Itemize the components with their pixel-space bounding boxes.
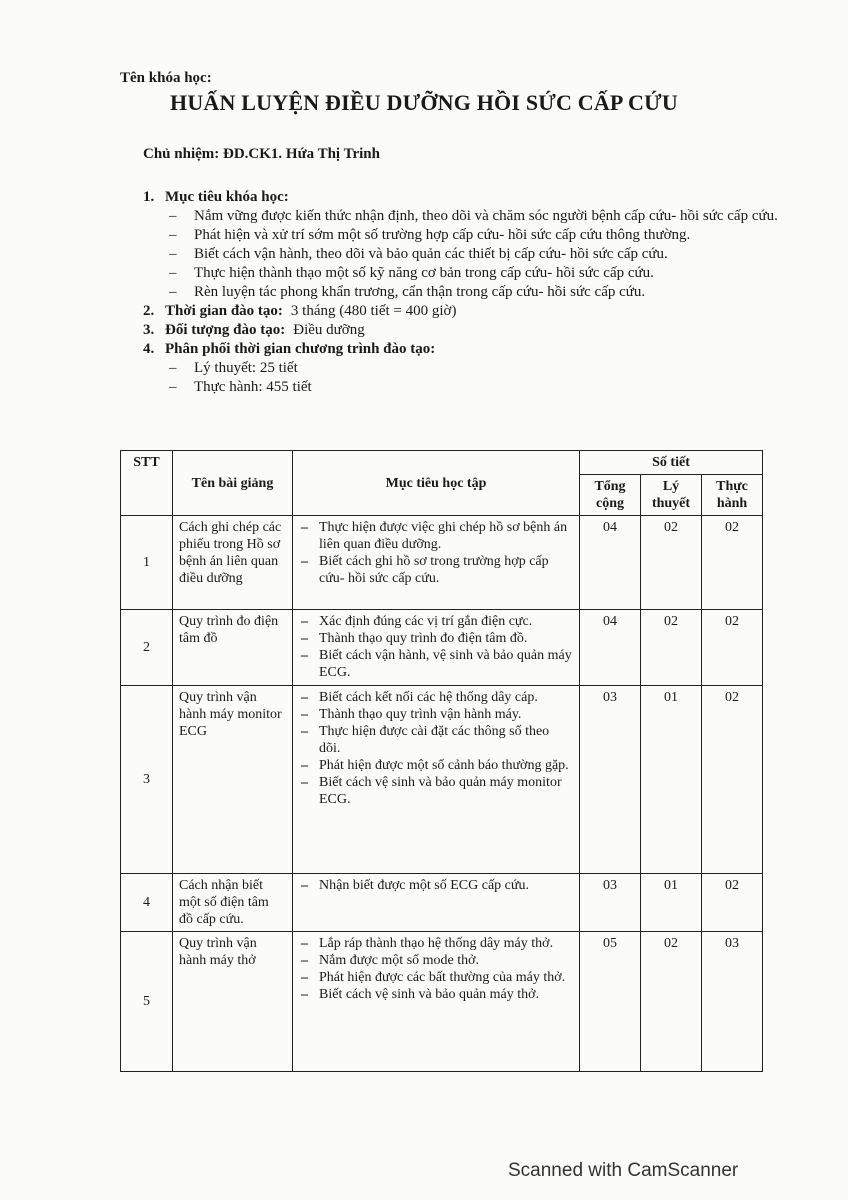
section-number: 2. (143, 303, 155, 319)
list-item: – Thực hành: 455 tiết (169, 378, 803, 397)
row-theory: 01 (641, 874, 702, 932)
section-heading: Mục tiêu khóa học: (165, 189, 289, 205)
list-item: – Nắm vững được kiến thức nhận định, theo dõi và chăm sóc người bệnh cấp cứu- hồi sức cấp cứu. (169, 207, 803, 226)
row-objectives (293, 932, 580, 1072)
section-value: 3 tháng (480 tiết = 400 giờ) (290, 303, 457, 319)
course-director: Chủ nhiệm: ĐD.CK1. Hứa Thị Trinh (143, 146, 380, 162)
row-total: 05 (580, 932, 641, 1072)
row-stt: 2 (121, 610, 173, 686)
header-objectives: Mục tiêu học tập (293, 451, 580, 516)
table-row (121, 686, 763, 874)
section-time-distribution (143, 340, 803, 397)
row-total: 04 (580, 610, 641, 686)
header-total: Tổng cộng (580, 475, 641, 516)
time-distribution-list (165, 359, 803, 397)
row-objectives (293, 610, 580, 686)
objective-item: – Nhận biết được một số ECG cấp cứu. (299, 877, 573, 894)
list-item: – Lý thuyết: 25 tiết (169, 359, 803, 378)
row-theory: 02 (641, 932, 702, 1072)
curriculum-table (120, 450, 763, 1072)
row-practice: 02 (702, 610, 763, 686)
header-periods: Số tiết (580, 451, 763, 475)
objective-item: – Thực hiện được việc ghi chép hồ sơ bệnh án liên quan điều dưỡng. (299, 519, 573, 553)
table-header-row (121, 451, 763, 475)
list-item: – Phát hiện và xử trí sớm một số trường hợp cấp cứu- hồi sức cấp cứu thông thường. (169, 226, 803, 245)
objective-item: – Biết cách ghi hồ sơ trong trường hợp cấp cứu- hồi sức cấp cứu. (299, 553, 573, 587)
row-practice: 02 (702, 516, 763, 610)
row-total: 03 (580, 874, 641, 932)
row-objectives (293, 686, 580, 874)
row-lesson: Quy trình đo điện tâm đồ (173, 610, 293, 686)
section-heading: Phân phối thời gian chương trình đào tạo: (165, 341, 436, 357)
row-lesson: Cách ghi chép các phiếu trong Hồ sơ bệnh án liên quan điều dưỡng (173, 516, 293, 610)
row-lesson: Quy trình vận hành máy monitor ECG (173, 686, 293, 874)
objective-item: – Thực hiện được cài đặt các thông số theo dõi. (299, 723, 573, 757)
row-lesson: Quy trình vận hành máy thở (173, 932, 293, 1072)
objective-item: – Biết cách vận hành, vệ sinh và bảo quản máy ECG. (299, 647, 573, 681)
row-objectives (293, 874, 580, 932)
section-number: 1. (143, 189, 155, 205)
section-heading: Đối tượng đào tạo: (165, 322, 286, 338)
row-stt: 3 (121, 686, 173, 874)
course-sections (143, 188, 803, 397)
header-stt: STT (121, 451, 173, 516)
table-row (121, 610, 763, 686)
section-number: 4. (143, 341, 155, 357)
header-theory: Lý thuyết (641, 475, 702, 516)
objective-item: – Phát hiện được một số cảnh báo thường gặp. (299, 757, 573, 774)
section-duration (143, 302, 803, 321)
objective-item: – Biết cách kết nối các hệ thống dây cáp. (299, 689, 573, 706)
scanner-watermark: Scanned with CamScanner (508, 1160, 739, 1181)
list-item: – Rèn luyện tác phong khẩn trương, cẩn thận trong cấp cứu- hồi sức cấp cứu. (169, 283, 803, 302)
objective-item: – Biết cách vệ sinh và bảo quản máy monitor ECG. (299, 774, 573, 808)
objective-item: – Thành thạo quy trình vận hành máy. (299, 706, 573, 723)
row-theory: 01 (641, 686, 702, 874)
list-item: – Thực hiện thành thạo một số kỹ năng cơ bản trong cấp cứu- hồi sức cấp cứu. (169, 264, 803, 283)
row-total: 04 (580, 516, 641, 610)
row-stt: 1 (121, 516, 173, 610)
objective-item: – Phát hiện được các bất thường của máy thở. (299, 969, 573, 986)
row-practice: 02 (702, 686, 763, 874)
row-objectives (293, 516, 580, 610)
course-label: Tên khóa học: (120, 70, 212, 86)
row-theory: 02 (641, 516, 702, 610)
section-value: Điều dưỡng (293, 322, 365, 338)
objective-item: – Nắm được một số mode thở. (299, 952, 573, 969)
section-audience (143, 321, 803, 340)
row-total: 03 (580, 686, 641, 874)
section-heading: Thời gian đào tạo: (165, 303, 283, 319)
course-title: HUẤN LUYỆN ĐIỀU DƯỠNG HỒI SỨC CẤP CỨU (170, 90, 678, 115)
row-practice: 03 (702, 932, 763, 1072)
objective-item: – Xác định đúng các vị trí gắn điện cực. (299, 613, 573, 630)
objective-item: – Thành thạo quy trình đo điện tâm đồ. (299, 630, 573, 647)
table-row (121, 516, 763, 610)
row-stt: 5 (121, 932, 173, 1072)
section-objectives (143, 188, 803, 302)
row-theory: 02 (641, 610, 702, 686)
table-row (121, 874, 763, 932)
objective-item: – Lắp ráp thành thạo hệ thống dây máy thở. (299, 935, 573, 952)
section-number: 3. (143, 322, 155, 338)
row-stt: 4 (121, 874, 173, 932)
header-lesson: Tên bài giảng (173, 451, 293, 516)
row-lesson: Cách nhận biết một số điện tâm đồ cấp cứu. (173, 874, 293, 932)
objective-item: – Biết cách vệ sinh và bảo quản máy thở. (299, 986, 573, 1003)
row-practice: 02 (702, 874, 763, 932)
header-practice: Thực hành (702, 475, 763, 516)
table-row (121, 932, 763, 1072)
objectives-list (165, 207, 803, 302)
list-item: – Biết cách vận hành, theo dõi và bảo quản các thiết bị cấp cứu- hồi sức cấp cứu. (169, 245, 803, 264)
